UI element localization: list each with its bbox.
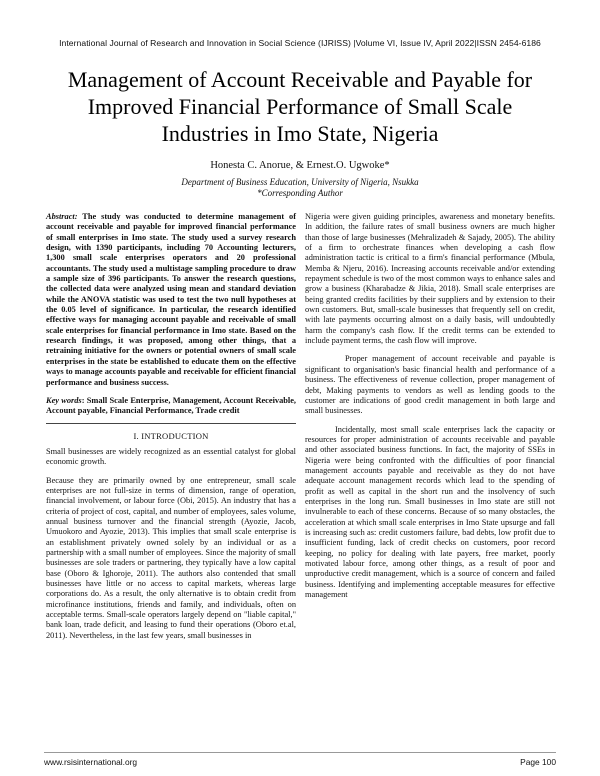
- right-paragraph-2: Proper management of account receivable and payable is significant to organisation's basic financial health and performance of a business. The effectiveness of revenue collection, proper management of debt, Making payments to vendors as well as lending goods to the customer are indications of good credit management in both large and small businesses.: [305, 354, 555, 416]
- section-divider: [46, 423, 296, 424]
- title-line-2: Improved Financial Performance of Small Scale: [87, 94, 513, 119]
- title-line-3: Industries in Imo State, Nigeria: [161, 121, 439, 146]
- journal-header: International Journal of Research and Innovation in Social Science (IJRISS) |Volume VI, Issue IV, April 2022|ISSN 2454-6186: [59, 38, 541, 48]
- right-column: [305, 212, 555, 600]
- footer-page-number: Page 100: [520, 757, 556, 767]
- department: Department of Business Education, University of Nigeria, Nsukka: [181, 177, 419, 187]
- keywords-label: Key words: [46, 395, 82, 405]
- keywords: [46, 396, 296, 417]
- corresponding-author-note: *Corresponding Author: [257, 188, 343, 198]
- author-list: Honesta C. Anorue, & Ernest.O. Ugwoke*: [210, 160, 390, 171]
- intro-paragraph-2: Because they are primarily owned by one entrepreneur, small scale enterprises are not full-size in terms of dimension, range of operation, financial involvement, or labour force (Obi, 2015). An industry that has a criteria of project of cost, capital, and number of employees, sales volume, annual business turnover and the financial strength (Ayozie, Jacob, Umuokoro and Ayozie, 2013). This implies that small scale enterprise is an establishment privately owned solely by an individual or as a partnership with a small number of employees. Since the majority of small businesses are sole traders or partnering, they typically have a low capital base (Oboro & Ighoroje, 2011). The authors also contended that small businesses have little or no access to capital markets, whereas large corporations do. As a result, the only alternative is to obtain credit from microfinance institutions, friends and family, and individuals, often on acceptable terms. Small-scale operators largely depend on "liable capital," bank loan, trade deficit, and leasing to fund their operations (Oboro et.al, 2011). Nevertheless, in the last few years, small businesses in: [46, 475, 296, 640]
- footer-rule: [44, 752, 556, 753]
- intro-paragraph-1: Small businesses are widely recognized as an essential catalyst for global economic growth.: [46, 446, 296, 467]
- author-affiliation: [0, 177, 600, 199]
- footer-website: www.rsisinternational.org: [44, 757, 138, 767]
- abstract-label: Abstract:: [46, 212, 78, 221]
- paper-title: [30, 66, 570, 147]
- left-column: [46, 212, 296, 641]
- abstract-text: The study was conducted to determine management of account receivable and payable for improved financial performance of small enterprises in Imo state. The study used a survey research design, with 1390 participants, including 70 Accounting lecturers, 1,300 small scale enterprises operators and 20 professional accountants. The study used a multistage sampling procedure to draw a sample size of 396 participants. To answer the research questions, the collected data were analyzed using mean and standard deviation while the ANOVA statistic was used to test the two null hypotheses at the 0.05 level of significance. In particular, the research identified effective ways for managing account payable and receivable of small scale enterprises for financial performance in Imo state. Based on the research findings, it was proposed, among other things, that a retraining initiative for the owners or potential owners of small scale enterprises in the state be established to educate them on the effective ways to manage accounts payable and receivable for efficient financial performance and business success.: [46, 212, 296, 387]
- title-line-1: Management of Account Receivable and Payable for: [67, 67, 533, 92]
- section-heading-introduction: I. INTRODUCTION: [133, 430, 209, 441]
- right-paragraph-1: Nigeria were given guiding principles, awareness and monetary benefits. In addition, the failure rates of small business owners are much higher than those of large businesses (Mehralizadeh & Sajady, 2005). The ability of a firm to orchestrate finances when developing a cash flow administration tactic is critical to a firm's financial performance (Mbula, Memba & Njeru, 2016). Increasing accounts receivable and/or extending repayment schedule is two of the most common ways to enhance sales and grow a business (Kharabadze & Jikia, 2018). Small scale enterprises are being granted credits facilities by their suppliers and by extension to their own customers. But, small-scale businesses that frequently sell on credit, with late payments occurring almost on a daily basis, will undoubtedly harm the company's cash flow. If the credit terms can be extended to include payment terms, the cash flow will improve.: [305, 212, 555, 346]
- abstract: [46, 212, 296, 388]
- right-paragraph-3: Incidentally, most small scale enterprises lack the capacity or resources for proper administration of accounts receivable and payable and other associated business functions. In fact, the majority of SSEs in Nigeria were being confronted with the difficulties of poor financial management accounts payable and receivable as they do not have adequate account management records which lead to the spending of profit as well as capital in the short run and the insolvency of such enterprises in the long run. Small businesses in Imo state are still not invulnerable to each of these concerns. Because of so many obstacles, the acceleration at which small scale enterprises in Imo State upsurge and fall is increasing such as: credit customers failure, bad debts, low profit due to insufficient funding, lack of credit checks on customers, poor record keeping, no policy for dealing with late payers, free market, poorly motivated labour force, among other things, as a result of poor and unproductive credit management, which is a source of concern and failed business. Identifying and implementing acceptable measures for effective management: [305, 424, 555, 600]
- keywords-text: : Small Scale Enterprise, Management, Account Receivable, Account payable, Financial Performance, Trade credit: [46, 395, 296, 416]
